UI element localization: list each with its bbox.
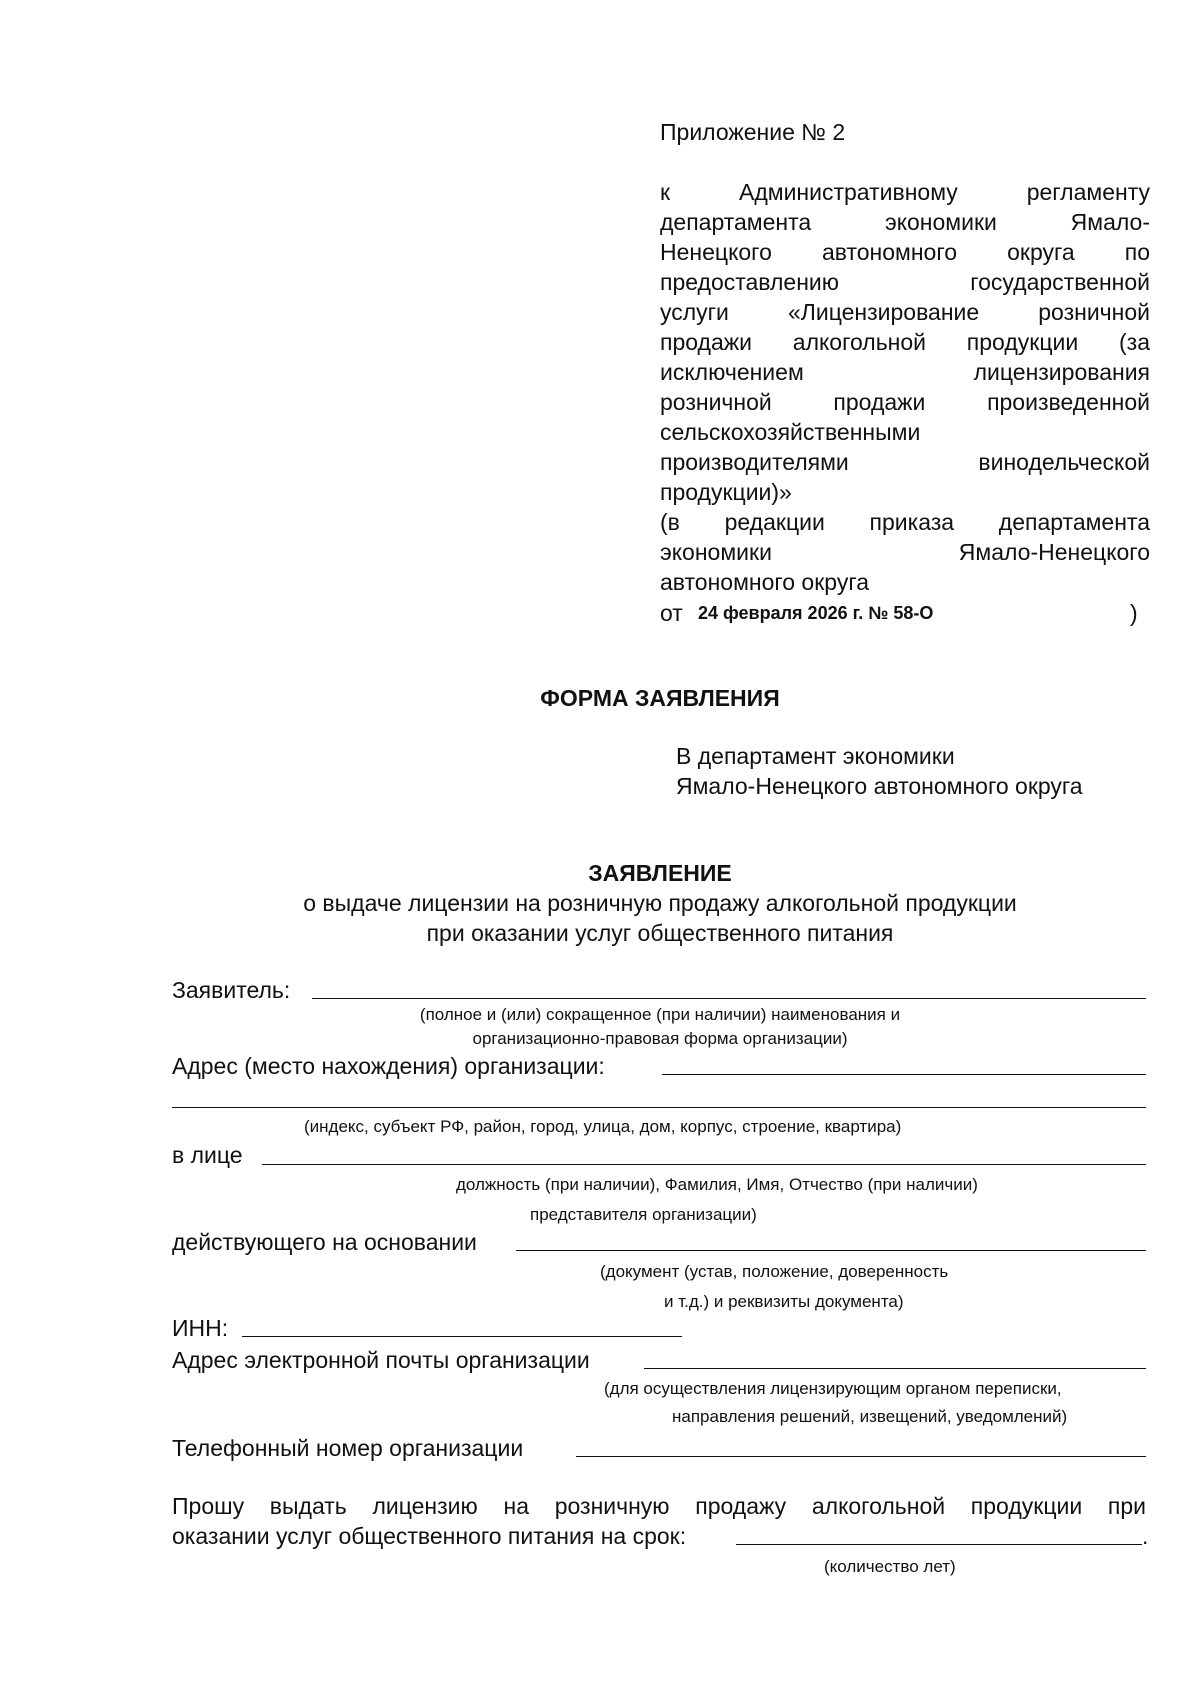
email-hint: направления решений, извещений, уведомлений) <box>672 1407 1068 1426</box>
basis-label: действующего на основании <box>172 1229 477 1255</box>
request-line: оказании услуг общественного питания на срок: <box>172 1523 687 1549</box>
request-line: Прошу выдать лицензию на розничную продажу алкогольной продукции при <box>172 1493 1146 1519</box>
application-subtitle: при оказании услуг общественного питания <box>426 920 894 946</box>
appendix-line: продажи алкогольной продукции (за <box>660 329 1150 355</box>
applicant-label: Заявитель: <box>172 977 291 1003</box>
applicant-hint: (полное и (или) сокращенное (при наличии) наименования и <box>419 1005 901 1024</box>
person-hint: представителя организации) <box>530 1205 757 1224</box>
person-input-line[interactable] <box>262 1164 1146 1165</box>
addressee-line: В департамент экономики <box>676 743 955 769</box>
order-stamp: 24 февраля 2026 г. № 58-О <box>698 603 934 623</box>
appendix-line: экономики Ямало-Ненецкого <box>660 539 1150 565</box>
appendix-line: розничной продажи произведенной <box>660 389 1150 415</box>
applicant-input-line[interactable] <box>312 998 1146 999</box>
email-input-line[interactable] <box>644 1368 1146 1369</box>
application-subtitle: о выдаче лицензии на розничную продажу алкогольной продукции <box>303 890 1017 916</box>
appendix-text <box>660 177 1150 597</box>
phone-input-line[interactable] <box>576 1456 1146 1457</box>
term-input-line[interactable] <box>736 1544 1142 1545</box>
address-label: Адрес (место нахождения) организации: <box>172 1053 605 1079</box>
email-hint: (для осуществления лицензирующим органом переписки, <box>604 1379 1062 1398</box>
order-suffix: ) <box>1130 600 1138 626</box>
appendix-line: департамента экономики Ямало- <box>660 209 1150 235</box>
appendix-title: Приложение № 2 <box>660 119 846 145</box>
appendix-line: (в редакции приказа департамента <box>660 509 1150 535</box>
appendix-line: предоставлению государственной <box>660 269 1150 295</box>
appendix-line: автономного округа <box>660 569 869 595</box>
basis-hint: (документ (устав, положение, доверенность <box>600 1262 949 1281</box>
form-title: ФОРМА ЗАЯВЛЕНИЯ <box>540 685 780 711</box>
appendix-line: к Административному регламенту <box>660 179 1150 205</box>
email-label: Адрес электронной почты организации <box>172 1347 590 1373</box>
appendix-line: исключением лицензирования <box>660 359 1150 385</box>
inn-label: ИНН: <box>172 1315 229 1341</box>
addressee-line: Ямало-Ненецкого автономного округа <box>676 773 1083 799</box>
appendix-line: производителями винодельческой <box>660 449 1150 475</box>
request-end: . <box>1142 1523 1149 1549</box>
basis-input-line[interactable] <box>516 1250 1146 1251</box>
address-input-line-2[interactable] <box>172 1107 1146 1108</box>
appendix-line: продукции)» <box>660 479 792 505</box>
application-title: ЗАЯВЛЕНИЕ <box>588 860 732 886</box>
person-label: в лице <box>172 1142 243 1168</box>
inn-input-line[interactable] <box>242 1336 682 1337</box>
appendix-line: Ненецкого автономного округа по <box>660 239 1150 265</box>
appendix-line: услуги «Лицензирование розничной <box>660 299 1150 325</box>
person-hint: должность (при наличии), Фамилия, Имя, Отчество (при наличии) <box>456 1175 978 1194</box>
term-hint: (количество лет) <box>824 1557 956 1576</box>
appendix-line: сельскохозяйственными <box>660 419 921 445</box>
phone-label: Телефонный номер организации <box>172 1435 524 1461</box>
order-prefix: от <box>660 600 683 626</box>
address-input-line[interactable] <box>662 1074 1146 1075</box>
address-hint: (индекс, субъект РФ, район, город, улица, дом, корпус, строение, квартира) <box>304 1117 902 1136</box>
basis-hint: и т.д.) и реквизиты документа) <box>664 1292 904 1311</box>
applicant-hint: организационно-правовая форма организации) <box>472 1029 848 1048</box>
